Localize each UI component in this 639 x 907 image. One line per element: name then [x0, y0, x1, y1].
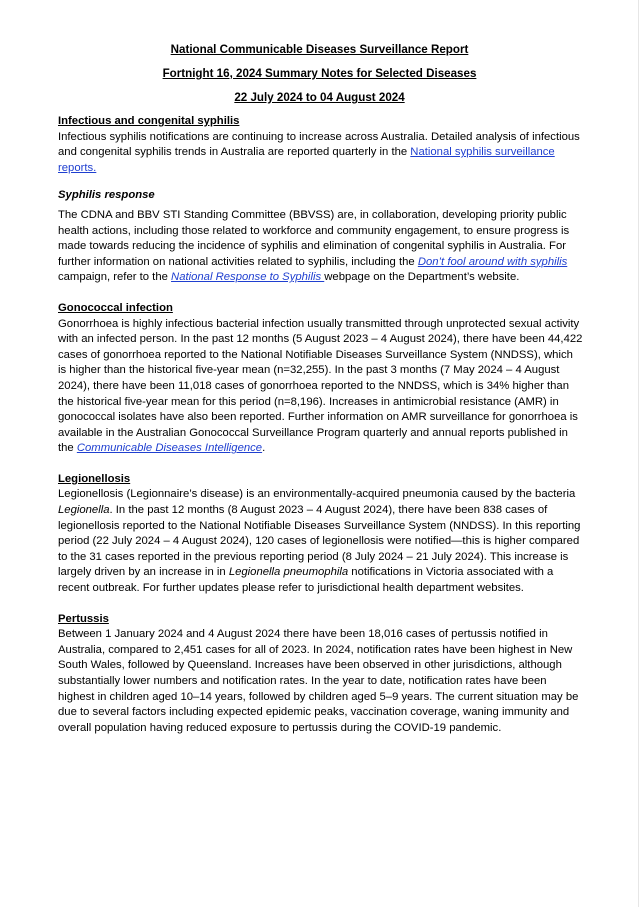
- syphilis-response-text-1: The CDNA and BBV STI Standing Committee (BBVSS) are, in collaboration, developing priority public health actions, including those related to workforce and community engagement, to ensure progress is made towards reducing the incidence of syphilis and elimination of congenital syphilis in Australia. For further information on national activities related to syphilis, including the: [58, 208, 570, 268]
- section-title-syphilis: Infectious and congenital syphilis: [58, 115, 240, 127]
- legionellosis-paragraph: [58, 487, 583, 596]
- pertussis-paragraph: Between 1 January 2024 and 4 August 2024 there have been 18,016 cases of pertussis notified in Australia, compared to 2,451 cases for all of 2023. In 2024, notification rates have been highest in New South Wales, followed by Queensland. Increases have been observed in other jurisdictions, although substantially lower numbers and notification rates. In the year to date, notification rates have been highest in children aged 10–14 years, followed by children aged 5–9 years. The current situation may be due to several factors including expected epidemic peaks, vaccination coverage, waning immunity and overall population having reduced exposure to pertussis during the COVID-19 pandemic.: [58, 628, 579, 734]
- national-response-link[interactable]: National Response to Syphilis: [171, 271, 325, 284]
- cdi-link[interactable]: Communicable Diseases Intelligence: [76, 442, 263, 455]
- section-title-pertussis: Pertussis: [58, 612, 109, 625]
- section-syphilis-response: [58, 188, 583, 286]
- section-title-legionellosis: Legionellosis: [58, 472, 131, 485]
- syphilis-response-text-2: campaign, refer to the: [58, 271, 172, 284]
- syphilis-response-text-3: webpage on the Department’s website.: [324, 271, 520, 284]
- syphilis-paragraph: [58, 130, 583, 177]
- report-date-range: 22 July 2024 to 04 August 2024: [234, 91, 405, 104]
- section-title-syphilis-response: Syphilis response: [58, 189, 155, 202]
- dont-fool-around-link[interactable]: Don’t fool around with syphilis: [417, 255, 568, 268]
- gonococcal-text: Gonorrhoea is highly infectious bacterial infection usually transmitted through unprotected sexual activity with an infected person. In the past 12 months (5 August 2023 – 4 August 2024), there have been 44,422 cases of gonorrhoea reported to the National Notifiable Diseases Surveillance System (NNDSS), which is higher than the historical five-year mean (n=32,255). In the past 3 months (7 May 2024 – 4 August 2024), there have been 11,018 cases of gonorrhoea reported to the NNDSS, which is 34% higher than the historical five-year mean for this period (n=8,196). Increases in antimicrobial resistance (AMR) in gonococcal isolates have also been reported. Further information on AMR surveillance for gonorrhoea is available in the Australian Gonococcal Surveillance Program quarterly and annual reports published in the: [58, 317, 583, 455]
- gonococcal-paragraph: [58, 317, 583, 457]
- syphilis-text: Infectious syphilis notifications are continuing to increase across Australia. Detailed analysis of infectious and congenital syphilis trends in Australia are reported quarterly in the: [58, 130, 580, 159]
- gonococcal-text-end: .: [262, 442, 266, 455]
- legionella-pneumophila-italic: Legionella pneumophila: [228, 566, 349, 579]
- legionellosis-text-1: Legionellosis (Legionnaire’s disease) is an environmentally-acquired pneumonia caused by the bacteria: [58, 488, 576, 501]
- report-title: National Communicable Diseases Surveillance Report: [170, 43, 469, 56]
- syphilis-surveillance-link[interactable]: National syphilis surveillance reports.: [58, 146, 555, 174]
- legionella-italic: Legionella: [58, 504, 110, 517]
- document-body: [58, 114, 583, 736]
- syphilis-response-paragraph: [58, 208, 583, 286]
- section-gonococcal: [58, 301, 583, 457]
- section-syphilis: [58, 114, 583, 176]
- section-legionellosis: [58, 472, 583, 597]
- section-pertussis: [58, 612, 583, 737]
- legionellosis-text-3: notifications in Victoria associated with a recent outbreak. For further updates please refer to jurisdictional health department websites.: [58, 566, 554, 595]
- report-subtitle: Fortnight 16, 2024 Summary Notes for Selected Diseases: [162, 67, 477, 80]
- legionellosis-text-2: . In the past 12 months (8 August 2023 – 4 August 2024), there have been 838 cases of legionellosis reported to the National Notifiable Diseases Surveillance System (NNDSS). In this reporting period (22 July 2024 – 4 August 2024), 120 cases of legionellosis were notified—this is higher compared to the 31 cases reported in the previous reporting period (8 July 2024 – 21 July 2024). This increase is largely driven by an increase in in: [58, 504, 581, 579]
- section-title-gonococcal: Gonococcal infection: [58, 301, 173, 314]
